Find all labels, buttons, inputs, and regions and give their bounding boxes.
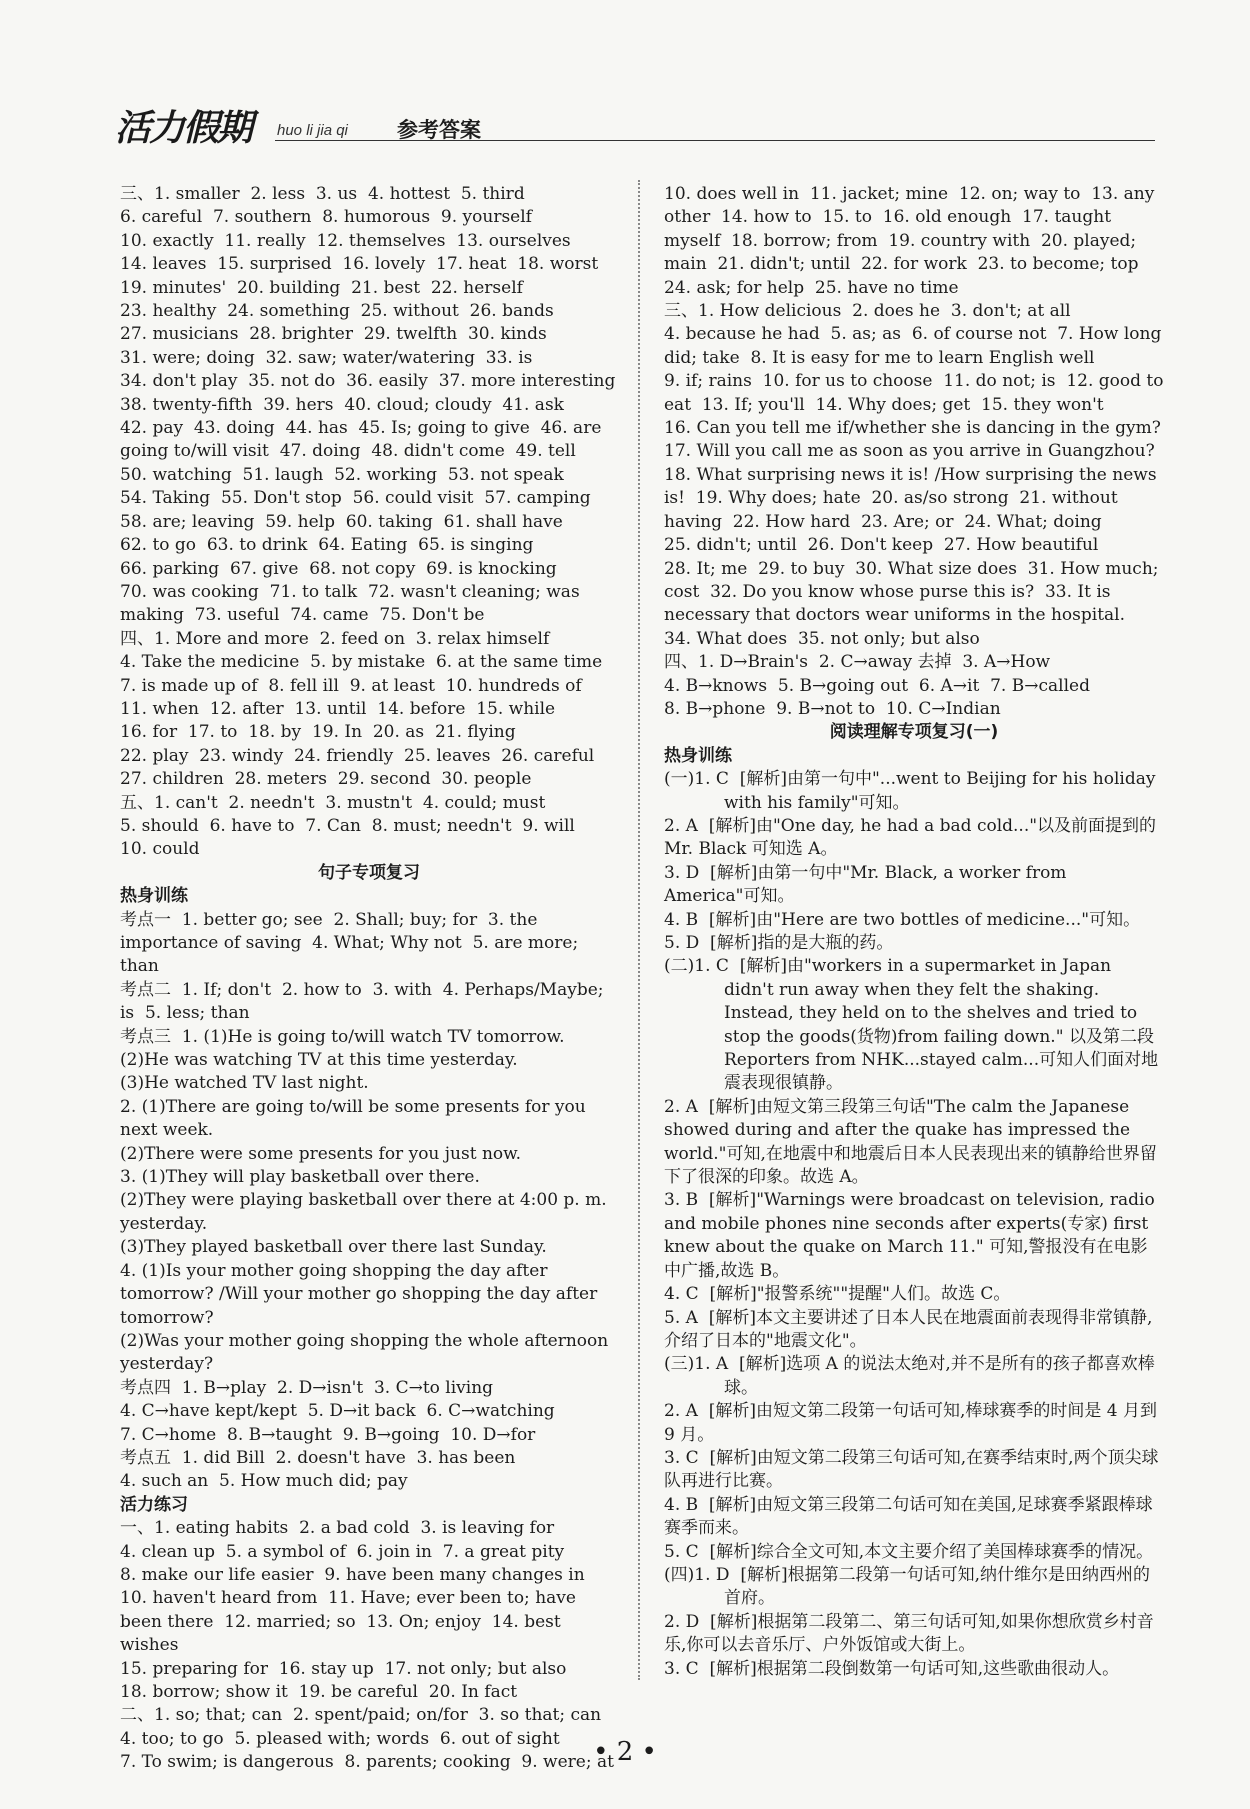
answer-line: 2. A [解析]由短文第二段第一句话可知,棒球赛季的时间是 4 月到 9 月。 xyxy=(664,1401,1163,1445)
answer-line: (三)1. A [解析]选项 A 的说法太绝对,并不是所有的孩子都喜欢棒球。 xyxy=(664,1354,1155,1398)
answer-line: 70. was cooking 71. to talk 72. wasn't cleaning; was making 73. useful 74. came 75. Don't be xyxy=(120,581,586,626)
column-divider xyxy=(638,180,640,1680)
answer-line: 34. don't play 35. not do 36. easily 37. more interesting xyxy=(120,371,616,392)
answer-line: 54. Taking 55. Don't stop 56. could visit 57. camping xyxy=(120,488,591,509)
answer-line: 10. does well in 11. jacket; mine 12. on; way to 13. any other 14. how to 15. to 16. old enough 17. taught myself 18. borrow; from 19. country with 20. played; main 21. didn't; until 22. for work 23. to become; top xyxy=(664,184,1160,275)
answer-line: 一、1. eating habits 2. a bad cold 3. is leaving for xyxy=(120,1518,555,1539)
answer-line: 四、1. More and more 2. feed on 3. relax himself xyxy=(120,628,550,649)
answer-line: 4. clean up 5. a symbol of 6. join in 7. a great pity xyxy=(120,1541,565,1562)
left-column xyxy=(120,183,618,1775)
section-title: 句子专项复习 xyxy=(318,862,420,883)
answer-line: 5. D [解析]指的是大瓶的药。 xyxy=(664,933,894,953)
answer-line: 4. B [解析]由短文第三段第二句话可知在美国,足球赛季紧跟棒球赛季而来。 xyxy=(664,1494,1153,1539)
answer-line: 66. parking 67. give 68. not copy 69. is knocking xyxy=(120,558,557,579)
answer-line: 3. (1)They will play basketball over there. xyxy=(120,1167,480,1188)
answer-line: 9. if; rains 10. for us to choose 11. do not; is 12. good to eat 13. If; you'll 14. Why does; get 15. they won't xyxy=(664,371,1169,415)
answer-line: 14. leaves 15. surprised 16. lovely 17. heat 18. worst xyxy=(120,254,599,275)
answer-line: 4. B [解析]由"Here are two bottles of medicine..."可知。 xyxy=(664,909,1141,930)
answer-line: 6. careful 7. southern 8. humorous 9. yourself xyxy=(120,207,532,228)
answer-line: 考点二 1. If; don't 2. how to 3. with 4. Perhaps/Maybe; is 5. less; than xyxy=(120,979,609,1024)
answer-line: 4. (1)Is your mother going shopping the day after tomorrow? /Will your mother go shopping the day after tomorrow? xyxy=(120,1260,603,1328)
answer-line: 7. To swim; is dangerous 8. parents; cooking 9. were; at xyxy=(120,1752,614,1773)
answer-line: 5. A [解析]本文主要讲述了日本人民在地震面前表现得非常镇静,介绍了日本的"地震文化"。 xyxy=(664,1307,1153,1351)
header-rule xyxy=(275,140,1155,141)
answer-line: 五、1. can't 2. needn't 3. mustn't 4. could; must xyxy=(120,792,546,813)
answer-line: 3. C [解析]根据第二段倒数第一句话可知,这些歌曲很动人。 xyxy=(664,1658,1120,1679)
answer-line: 7. C→home 8. B→taught 9. B→going 10. D→for xyxy=(120,1424,536,1445)
answer-line: 10. could xyxy=(120,839,200,860)
answer-line: 三、1. smaller 2. less 3. us 4. hottest 5. third xyxy=(120,184,525,204)
answer-line: 10. exactly 11. really 12. themselves 13. ourselves xyxy=(120,230,571,251)
answer-line: (一)1. C [解析]由第一句中"...went to Beijing for his holiday with his family"可知。 xyxy=(664,769,1161,813)
answer-line: (2)There were some presents for you just now. xyxy=(120,1143,522,1164)
answer-line: 7. is made up of 8. fell ill 9. at least 10. hundreds of xyxy=(120,675,582,696)
answer-line: 4. because he had 5. as; as 6. of course not 7. How long did; take 8. It is easy for me to learn English well xyxy=(664,324,1167,368)
answer-line: 3. B [解析]"Warnings were broadcast on television, radio and mobile phones nine seconds after experts(专家) first knew about the quake on March 11." 可知,警报没有在电影中广播,故选 B。 xyxy=(664,1190,1161,1281)
answer-line: 3. D [解析]由第一句中"Mr. Black, a worker from America"可知。 xyxy=(664,862,1072,907)
subsection-title: 热身训练 xyxy=(120,886,188,907)
answer-line: 27. musicians 28. brighter 29. twelfth 30. kinds xyxy=(120,324,547,345)
header-title: 参考答案 xyxy=(397,118,481,142)
answer-line: 考点五 1. did Bill 2. doesn't have 3. has been xyxy=(120,1447,516,1468)
answer-line: (2)He was watching TV at this time yesterday. xyxy=(120,1050,518,1071)
answer-line: 10. haven't heard from 11. Have; ever been to; have been there 12. married; so 13. On; enjoy 14. best wishes xyxy=(120,1588,582,1656)
answer-line: 2. D [解析]根据第二段第二、第三句话可知,如果你想欣赏乡村音乐,你可以去音乐厅、户外饭馆或大街上。 xyxy=(664,1611,1154,1656)
answer-line: 2. A [解析]由"One day, he had a bad cold..."以及前面提到的 Mr. Black 可知选 A。 xyxy=(664,815,1162,860)
logo-pinyin: huo li jia qi xyxy=(277,122,348,139)
answer-line: 28. It; me 29. to buy 30. What size does 31. How much; cost 32. Do you know whose purse this is? 33. It is necessary that doctors wear uniforms in the hospital. xyxy=(664,558,1164,626)
answer-line: 4. such an 5. How much did; pay xyxy=(120,1471,408,1492)
subsection-title: 热身训练 xyxy=(664,745,732,766)
answer-line: 考点四 1. B→play 2. D→isn't 3. C→to living xyxy=(120,1377,494,1398)
answer-line: (3)They played basketball over there last Sunday. xyxy=(120,1237,547,1258)
answer-line: 38. twenty-fifth 39. hers 40. cloud; cloudy 41. ask xyxy=(120,394,564,415)
answer-line: 17. Will you call me as soon as you arrive in Guangzhou? xyxy=(664,441,1155,462)
answer-line: 5. should 6. have to 7. Can 8. must; needn't 9. will xyxy=(120,815,575,836)
answer-line: 2. A [解析]由短文第三段第三句话"The calm the Japanese showed during and after the quake has impressed the world."可知,在地震中和地震后日本人民表现出来的镇静给世界留下了很深的印象。故选 A。 xyxy=(664,1096,1157,1188)
answer-line: 50. watching 51. laugh 52. working 53. not speak xyxy=(120,464,564,485)
answer-line: 24. ask; for help 25. have no time xyxy=(664,277,959,298)
answer-line: 4. C→have kept/kept 5. D→it back 6. C→watching xyxy=(120,1401,555,1422)
answer-line: 16. Can you tell me if/whether she is dancing in the gym? xyxy=(664,418,1161,439)
answer-line: 8. make our life easier 9. have been many changes in xyxy=(120,1564,585,1585)
section-title: 阅读理解专项复习(一) xyxy=(829,722,999,743)
answer-line: 15. preparing for 16. stay up 17. not only; but also xyxy=(120,1658,567,1679)
answer-line: (3)He watched TV last night. xyxy=(120,1073,369,1094)
answer-line: 31. were; doing 32. saw; water/watering 33. is xyxy=(120,347,533,368)
answer-line: 4. B→knows 5. B→going out 6. A→it 7. B→called xyxy=(664,675,1090,696)
answer-line: (二)1. C [解析]由"workers in a supermarket in Japan didn't run away when they felt the shaking. Instead, they held on to the shelves and tried to stop the goods(货物)from failing down." 以及第二段 Reporters from NHK...stayed calm...可知人们面对地震表现很镇静。 xyxy=(664,956,1160,1094)
answer-line: 3. C [解析]由短文第二段第三句话可知,在赛季结束时,两个顶尖球队再进行比赛。 xyxy=(664,1447,1159,1492)
answer-line: 58. are; leaving 59. help 60. taking 61. shall have xyxy=(120,511,563,532)
answer-line: 23. healthy 24. something 25. without 26. bands xyxy=(120,301,554,322)
answer-line: 二、1. so; that; can 2. spent/paid; on/for 3. so that; can xyxy=(120,1705,602,1726)
answer-line: 三、1. How delicious 2. does he 3. don't; at all xyxy=(664,301,1071,322)
answer-line: 25. didn't; until 26. Don't keep 27. How beautiful xyxy=(664,535,1099,556)
answer-line: 2. (1)There are going to/will be some presents for you next week. xyxy=(120,1096,592,1141)
answer-line: 62. to go 63. to drink 64. Eating 65. is singing xyxy=(120,535,534,556)
page-number: • 2 • xyxy=(593,1737,657,1767)
answer-line: 4. too; to go 5. pleased with; words 6. out of sight xyxy=(120,1728,560,1749)
answer-line: (四)1. D [解析]根据第二段第一句话可知,纳什维尔是田纳西州的首府。 xyxy=(664,1564,1150,1609)
answer-line: 考点一 1. better go; see 2. Shall; buy; for 3. the importance of saving 4. What; Why not 5. are more; than xyxy=(120,909,584,977)
answer-line: (2)Was your mother going shopping the whole afternoon yesterday? xyxy=(120,1330,614,1375)
answer-line: 11. when 12. after 13. until 14. before 15. while xyxy=(120,698,556,719)
logo: 活力假期 xyxy=(115,108,252,149)
answer-line: 4. Take the medicine 5. by mistake 6. at the same time xyxy=(120,652,603,673)
answer-line: 34. What does 35. not only; but also xyxy=(664,628,980,649)
answer-line: (2)They were playing basketball over there at 4:00 p. m. yesterday. xyxy=(120,1190,613,1234)
answer-line: 16. for 17. to 18. by 19. In 20. as 21. flying xyxy=(120,722,516,743)
answer-line: 42. pay 43. doing 44. has 45. Is; going to give 46. are going to/will visit 47. doing 48. didn't come 49. tell xyxy=(120,418,607,462)
answer-line: 22. play 23. windy 24. friendly 25. leaves 26. careful xyxy=(120,745,595,766)
answer-line: 4. C [解析]"报警系统""提醒"人们。故选 C。 xyxy=(664,1284,1011,1305)
right-column xyxy=(664,183,1169,1681)
subsection-title: 活力练习 xyxy=(120,1494,188,1515)
answer-line: 19. minutes' 20. building 21. best 22. herself xyxy=(120,277,523,298)
answer-line: 四、1. D→Brain's 2. C→away 去掉 3. A→How xyxy=(664,652,1051,673)
answer-line: 27. children 28. meters 29. second 30. people xyxy=(120,769,532,790)
answer-line: 18. borrow; show it 19. be careful 20. In fact xyxy=(120,1682,518,1702)
answer-line: 18. What surprising news it is! /How surprising the news is! 19. Why does; hate 20. as/so strong 21. without having 22. How hard 23. Are; or 24. What; doing xyxy=(664,464,1162,532)
page-header xyxy=(115,100,1155,149)
answer-line: 5. C [解析]综合全文可知,本文主要介绍了美国棒球赛季的情况。 xyxy=(664,1541,1154,1562)
answer-line: 考点三 1. (1)He is going to/will watch TV tomorrow. xyxy=(120,1026,565,1047)
answer-line: 8. B→phone 9. B→not to 10. C→Indian xyxy=(664,698,1001,719)
